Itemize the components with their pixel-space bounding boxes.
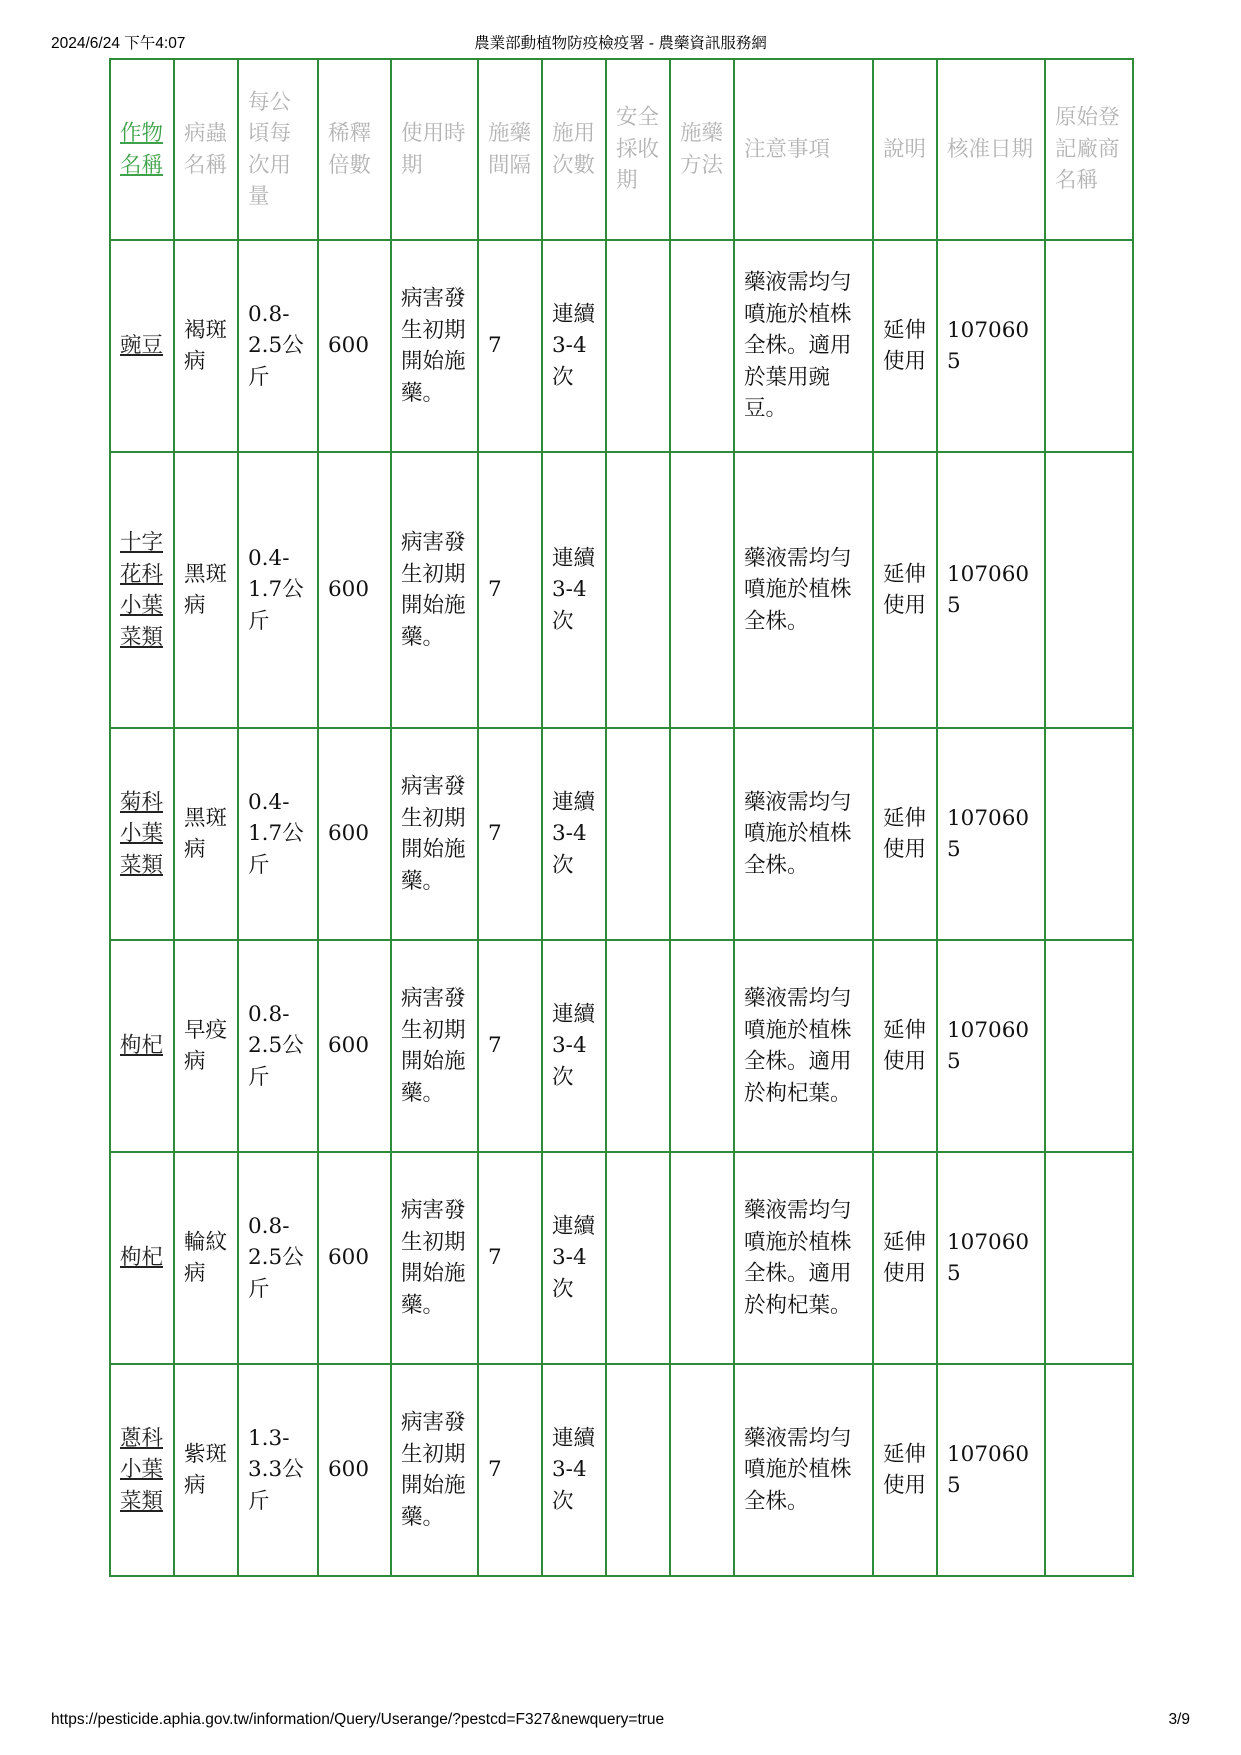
remark-cell: 延伸使用 — [873, 1364, 937, 1576]
crop-link[interactable]: 蔥科小葉菜類 — [110, 1364, 174, 1576]
table-row — [110, 1364, 1133, 1576]
dose-cell: 1.3-3.3公斤 — [238, 1364, 318, 1576]
times-cell: 連續3-4次 — [542, 940, 606, 1152]
method-cell — [670, 1364, 734, 1576]
times-cell: 連續3-4次 — [542, 1152, 606, 1364]
method-cell — [670, 940, 734, 1152]
pest-cell: 黑斑病 — [174, 452, 238, 728]
column-header-dilution: 稀釋倍數 — [318, 59, 391, 240]
method-cell — [670, 1152, 734, 1364]
crop-link[interactable]: 枸杞 — [110, 940, 174, 1152]
column-header-harvest: 安全採收期 — [606, 59, 670, 240]
column-header-date: 核准日期 — [937, 59, 1045, 240]
times-cell: 連續3-4次 — [542, 240, 606, 452]
page-number: 3/9 — [1168, 1711, 1190, 1728]
method-cell — [670, 728, 734, 940]
vendor-cell — [1045, 1364, 1133, 1576]
notes-cell: 藥液需均勻噴施於植株全株。 — [734, 452, 873, 728]
date-cell: 1070605 — [937, 240, 1045, 452]
column-header-interval: 施藥間隔 — [478, 59, 542, 240]
times-cell: 連續3-4次 — [542, 1364, 606, 1576]
remark-cell: 延伸使用 — [873, 240, 937, 452]
crop-link[interactable]: 豌豆 — [110, 240, 174, 452]
interval-cell: 7 — [478, 452, 542, 728]
column-header-timing: 使用時期 — [391, 59, 478, 240]
table-row — [110, 940, 1133, 1152]
remark-cell: 延伸使用 — [873, 1152, 937, 1364]
pesticide-usage-table — [109, 58, 1134, 1577]
table-row — [110, 452, 1133, 728]
dilution-cell: 600 — [318, 452, 391, 728]
print-datetime: 2024/6/24 下午4:07 — [51, 35, 186, 52]
table-row — [110, 240, 1133, 452]
harvest-cell — [606, 1364, 670, 1576]
table-header-row — [110, 59, 1133, 240]
dilution-cell: 600 — [318, 728, 391, 940]
timing-cell: 病害發生初期開始施藥。 — [391, 452, 478, 728]
crop-link[interactable]: 十字花科小葉菜類 — [110, 452, 174, 728]
timing-cell: 病害發生初期開始施藥。 — [391, 1364, 478, 1576]
dilution-cell: 600 — [318, 1364, 391, 1576]
interval-cell: 7 — [478, 728, 542, 940]
interval-cell: 7 — [478, 1152, 542, 1364]
dilution-cell: 600 — [318, 240, 391, 452]
timing-cell: 病害發生初期開始施藥。 — [391, 940, 478, 1152]
table-row — [110, 728, 1133, 940]
notes-cell: 藥液需均勻噴施於植株全株。適用於葉用豌豆。 — [734, 240, 873, 452]
date-cell: 1070605 — [937, 1152, 1045, 1364]
method-cell — [670, 240, 734, 452]
dilution-cell: 600 — [318, 940, 391, 1152]
dose-cell: 0.4-1.7公斤 — [238, 728, 318, 940]
remark-cell: 延伸使用 — [873, 452, 937, 728]
vendor-cell — [1045, 240, 1133, 452]
remark-cell: 延伸使用 — [873, 940, 937, 1152]
date-cell: 1070605 — [937, 728, 1045, 940]
harvest-cell — [606, 452, 670, 728]
harvest-cell — [606, 728, 670, 940]
column-header-vendor: 原始登記廠商名稱 — [1045, 59, 1133, 240]
column-header-notes: 注意事項 — [734, 59, 873, 240]
pest-cell: 紫斑病 — [174, 1364, 238, 1576]
vendor-cell — [1045, 728, 1133, 940]
dose-cell: 0.8-2.5公斤 — [238, 940, 318, 1152]
crop-link[interactable]: 枸杞 — [110, 1152, 174, 1364]
harvest-cell — [606, 1152, 670, 1364]
interval-cell: 7 — [478, 240, 542, 452]
pest-cell: 黑斑病 — [174, 728, 238, 940]
vendor-cell — [1045, 452, 1133, 728]
times-cell: 連續3-4次 — [542, 728, 606, 940]
harvest-cell — [606, 940, 670, 1152]
notes-cell: 藥液需均勻噴施於植株全株。適用於枸杞葉。 — [734, 940, 873, 1152]
date-cell: 1070605 — [937, 1364, 1045, 1576]
notes-cell: 藥液需均勻噴施於植株全株。適用於枸杞葉。 — [734, 1152, 873, 1364]
page-title: 農業部動植物防疫檢疫署 - 農藥資訊服務網 — [474, 35, 767, 52]
table-row — [110, 1152, 1133, 1364]
interval-cell: 7 — [478, 1364, 542, 1576]
notes-cell: 藥液需均勻噴施於植株全株。 — [734, 1364, 873, 1576]
column-header-dose: 每公頃每次用量 — [238, 59, 318, 240]
column-header-pest: 病蟲名稱 — [174, 59, 238, 240]
timing-cell: 病害發生初期開始施藥。 — [391, 1152, 478, 1364]
crop-link[interactable]: 菊科小葉菜類 — [110, 728, 174, 940]
timing-cell: 病害發生初期開始施藥。 — [391, 240, 478, 452]
vendor-cell — [1045, 940, 1133, 1152]
pest-cell: 早疫病 — [174, 940, 238, 1152]
remark-cell: 延伸使用 — [873, 728, 937, 940]
dose-cell: 0.4-1.7公斤 — [238, 452, 318, 728]
interval-cell: 7 — [478, 940, 542, 1152]
notes-cell: 藥液需均勻噴施於植株全株。 — [734, 728, 873, 940]
column-header-crop[interactable]: 作物名稱 — [110, 59, 174, 240]
pest-cell: 輪紋病 — [174, 1152, 238, 1364]
column-header-remark: 說明 — [873, 59, 937, 240]
dilution-cell: 600 — [318, 1152, 391, 1364]
page-url: https://pesticide.aphia.gov.tw/information/Query/Userange/?pestcd=F327&newquery=true — [51, 1711, 665, 1728]
vendor-cell — [1045, 1152, 1133, 1364]
date-cell: 1070605 — [937, 940, 1045, 1152]
dose-cell: 0.8-2.5公斤 — [238, 240, 318, 452]
date-cell: 1070605 — [937, 452, 1045, 728]
timing-cell: 病害發生初期開始施藥。 — [391, 728, 478, 940]
harvest-cell — [606, 240, 670, 452]
method-cell — [670, 452, 734, 728]
pest-cell: 褐斑病 — [174, 240, 238, 452]
column-header-times: 施用次數 — [542, 59, 606, 240]
times-cell: 連續3-4次 — [542, 452, 606, 728]
dose-cell: 0.8-2.5公斤 — [238, 1152, 318, 1364]
column-header-method: 施藥方法 — [670, 59, 734, 240]
